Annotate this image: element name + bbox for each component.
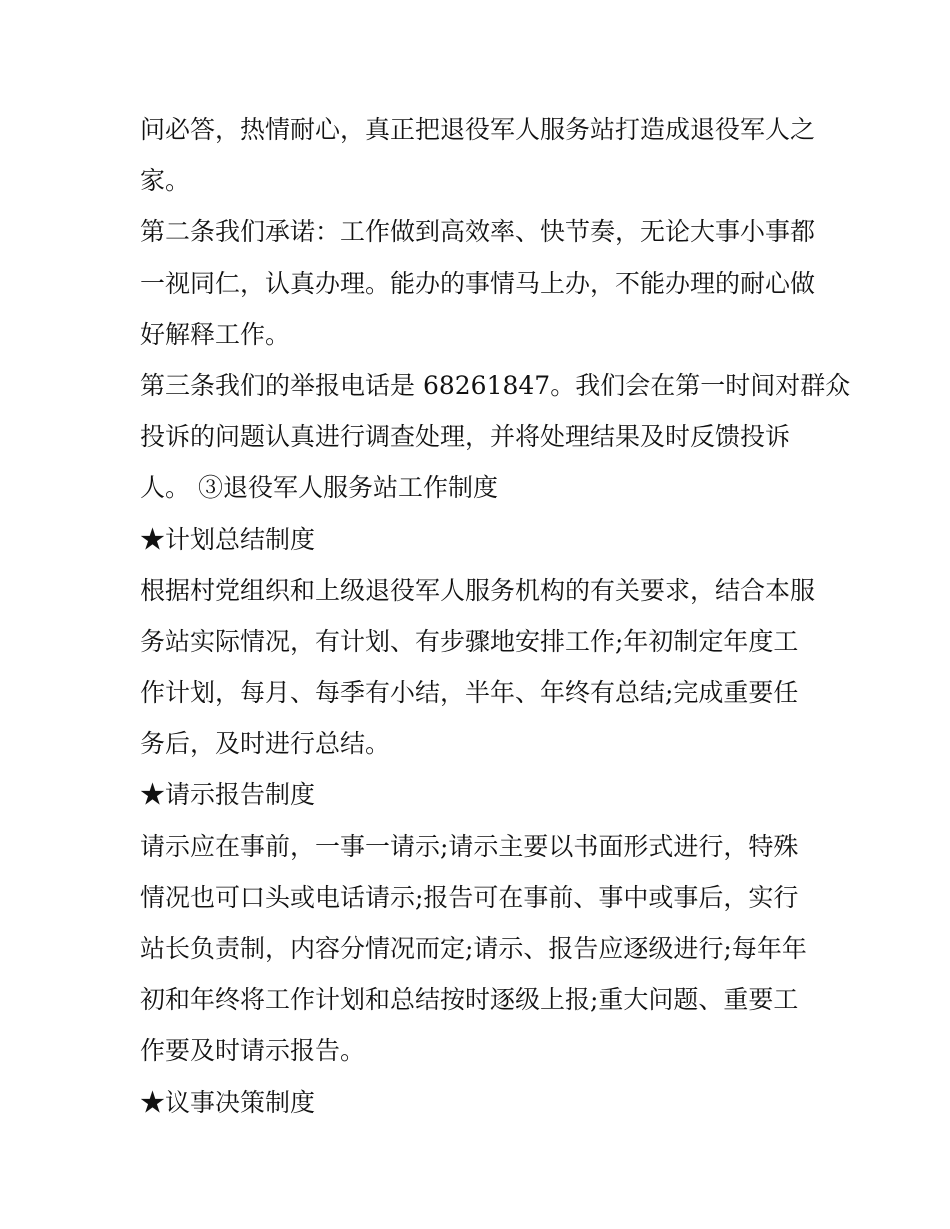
document-body <box>140 104 851 1128</box>
text-line: 站长负责制，内容分情况而定;请示、报告应逐级进行;每年年 <box>140 934 807 963</box>
text-line: 人。 ③退役军人服务站工作制度 <box>140 473 498 503</box>
text-line: 情况也可口头或电话请示;报告可在事前、事中或事后，实行 <box>140 882 799 912</box>
text-line: 请示应在事前，一事一请示;请示主要以书面形式进行，特殊 <box>140 831 799 861</box>
section-heading: ★请示报告制度 <box>140 780 316 810</box>
text-line: 问必答，热情耐心，真正把退役军人服务站打造成退役军人之 <box>140 115 816 144</box>
text-line: 作要及时请示报告。 <box>140 1036 366 1066</box>
text-line: 根据村党组织和上级退役军人服务机构的有关要求，结合本服 <box>140 575 816 605</box>
text-line: 作计划，每月、每季有小结，半年、年终有总结;完成重要任 <box>140 678 799 708</box>
text-line: 好解释工作。 <box>140 319 291 349</box>
text-line: 投诉的问题认真进行调查处理，并将处理结果及时反馈投诉 <box>140 422 791 452</box>
text-line: 务后，及时进行总结。 <box>140 729 391 759</box>
section-heading: ★计划总结制度 <box>140 524 316 554</box>
text-line: 家。 <box>140 166 191 196</box>
text-line: 第三条我们的举报电话是 68261847。我们会在第一时间对群众 <box>140 370 851 400</box>
section-heading: ★议事决策制度 <box>140 1087 316 1117</box>
text-line: 第二条我们承诺：工作做到高效率、快节奏，无论大事小事都 <box>140 217 816 247</box>
text-line: 初和年终将工作计划和总结按时逐级上报;重大问题、重要工 <box>140 985 799 1015</box>
text-line: 一视同仁，认真办理。能办的事情马上办，不能办理的耐心做 <box>140 268 816 298</box>
text-line: 务站实际情况，有计划、有步骤地安排工作;年初制定年度工 <box>140 626 799 656</box>
